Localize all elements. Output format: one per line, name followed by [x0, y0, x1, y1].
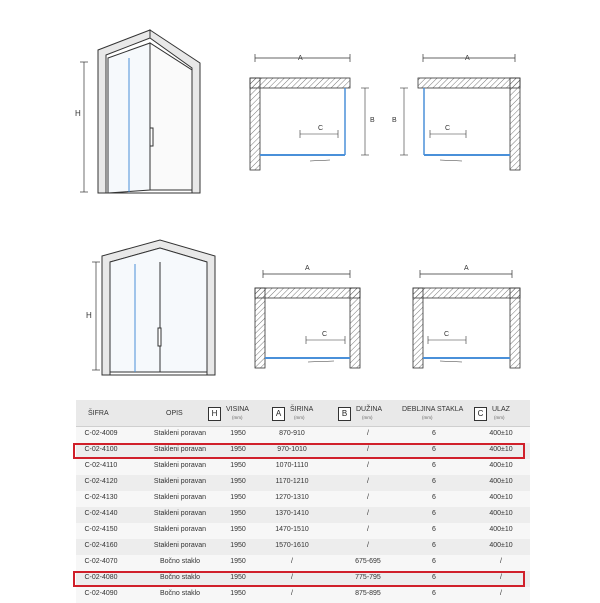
cell-sirina: 970-1010 — [277, 446, 307, 453]
cell-visina: 1950 — [230, 574, 246, 581]
cell-sifra: C-02-4120 — [84, 478, 118, 485]
cell-ulaz: / — [500, 590, 502, 597]
table-row — [76, 539, 530, 555]
unit-ulaz: (mm) — [494, 415, 505, 420]
table-row — [76, 507, 530, 523]
cell-debljina: 6 — [432, 446, 436, 453]
cell-sifra: C-02-4110 — [84, 462, 118, 469]
niche-enclosure-3d — [102, 240, 215, 375]
cell-sirina: / — [291, 574, 293, 581]
row-highlight-frame — [73, 571, 525, 587]
sirina-a-icon: A — [272, 407, 285, 421]
cell-duzina: / — [367, 510, 369, 517]
cell-ulaz: 400±10 — [489, 494, 513, 501]
cell-ulaz: 400±10 — [489, 542, 513, 549]
row-highlight-frame — [73, 443, 525, 459]
dim-a-label: A — [464, 265, 469, 272]
cell-debljina: 6 — [432, 526, 436, 533]
cell-sirina: 1370-1410 — [275, 510, 309, 517]
cell-duzina: 775-795 — [355, 574, 381, 581]
cell-ulaz: 400±10 — [489, 510, 513, 517]
dim-h-label: H — [75, 109, 81, 118]
cell-debljina: 6 — [432, 542, 436, 549]
dim-h-label: H — [86, 311, 92, 320]
unit-sirina: (mm) — [294, 415, 305, 420]
cell-sirina: 1070-1110 — [275, 462, 309, 469]
cell-visina: 1950 — [230, 590, 246, 597]
dim-a-label: A — [298, 55, 303, 62]
cell-opis: Bočno staklo — [159, 558, 201, 565]
cell-visina: 1950 — [230, 494, 246, 501]
cell-visina: 1950 — [230, 462, 246, 469]
table-row — [76, 571, 530, 587]
cell-duzina: / — [367, 542, 369, 549]
cell-duzina: / — [367, 478, 369, 485]
unit-debljina: (mm) — [422, 415, 433, 420]
table-row — [76, 555, 530, 571]
cell-ulaz: 400±10 — [489, 478, 513, 485]
table-row — [76, 587, 530, 603]
cell-sirina: / — [291, 558, 293, 565]
cell-sirina: 1470-1510 — [275, 526, 309, 533]
table-row — [76, 443, 530, 459]
dim-a-label: A — [305, 265, 310, 272]
cell-opis: Bočno staklo — [159, 590, 201, 597]
cell-ulaz: / — [500, 558, 502, 565]
header-duzina: DUŽINA — [356, 406, 383, 413]
cell-ulaz: / — [500, 574, 502, 581]
cell-visina: 1950 — [230, 446, 246, 453]
cell-visina: 1950 — [230, 558, 246, 565]
table-row — [76, 523, 530, 539]
corner-enclosure-3d — [98, 30, 200, 193]
cell-debljina: 6 — [432, 430, 436, 437]
cell-opis: Stakleni poravan — [153, 430, 207, 437]
unit-visina: (mm) — [232, 415, 243, 420]
cell-sirina: / — [291, 590, 293, 597]
table-row — [76, 475, 530, 491]
cell-sirina: 1570-1610 — [275, 542, 309, 549]
cell-visina: 1950 — [230, 526, 246, 533]
table-row — [76, 459, 530, 475]
visina-h-icon: H — [208, 407, 221, 421]
cell-visina: 1950 — [230, 478, 246, 485]
dim-c-label: C — [322, 331, 328, 338]
cell-visina: 1950 — [230, 542, 246, 549]
dim-c-label: C — [445, 125, 451, 132]
cell-ulaz: 400±10 — [489, 462, 513, 469]
cell-duzina: / — [367, 526, 369, 533]
cell-sirina: 870-910 — [279, 430, 305, 437]
cell-visina: 1950 — [230, 510, 246, 517]
plan-niche-right — [413, 270, 520, 368]
cell-debljina: 6 — [432, 494, 436, 501]
cell-sifra: C-02-4130 — [84, 494, 118, 501]
table-header — [76, 400, 530, 427]
cell-opis: Stakleni poravan — [153, 462, 207, 469]
cell-sirina: 1170-1210 — [275, 478, 309, 485]
plan-corner-left — [250, 54, 369, 170]
ulaz-c-icon: C — [474, 407, 487, 421]
cell-opis: Bočno staklo — [159, 574, 201, 581]
cell-opis: Stakleni poravan — [153, 478, 207, 485]
cell-opis: Stakleni poravan — [153, 542, 207, 549]
cell-ulaz: 400±10 — [489, 446, 513, 453]
table-body — [76, 427, 530, 603]
cell-duzina: 875-895 — [355, 590, 381, 597]
header-visina: VISINA — [226, 406, 249, 413]
dim-b-label: B — [370, 117, 375, 124]
cell-opis: Stakleni poravan — [153, 526, 207, 533]
cell-sifra: C-02-4090 — [84, 590, 118, 597]
cell-visina: 1950 — [230, 430, 246, 437]
dim-a-label: A — [465, 55, 470, 62]
cell-duzina: 675-695 — [355, 558, 381, 565]
cell-sifra: C-02-4100 — [84, 446, 118, 453]
dim-b-label: B — [392, 117, 397, 124]
dim-c-label: C — [318, 125, 324, 132]
header-opis: OPIS — [166, 410, 183, 417]
cell-debljina: 6 — [432, 574, 436, 581]
cell-duzina: / — [367, 494, 369, 501]
cell-sifra: C-02-4140 — [84, 510, 118, 517]
height-dimension-bottom — [92, 262, 100, 370]
cell-duzina: / — [367, 446, 369, 453]
dim-c-label: C — [444, 331, 450, 338]
cell-debljina: 6 — [432, 478, 436, 485]
cell-debljina: 6 — [432, 590, 436, 597]
cell-ulaz: 400±10 — [489, 526, 513, 533]
cell-opis: Stakleni poravan — [153, 446, 207, 453]
height-dimension-top — [80, 62, 88, 192]
cell-sifra: C-02-4160 — [84, 542, 118, 549]
cell-sifra: C-02-4080 — [84, 574, 118, 581]
table-row — [76, 427, 530, 443]
header-ulaz: ULAZ — [492, 406, 510, 413]
plan-niche-left — [255, 270, 360, 368]
cell-debljina: 6 — [432, 510, 436, 517]
cell-sifra: C-02-4009 — [84, 430, 118, 437]
unit-duzina: (mm) — [362, 415, 373, 420]
cell-duzina: / — [367, 462, 369, 469]
cell-debljina: 6 — [432, 558, 436, 565]
table-row — [76, 491, 530, 507]
cell-opis: Stakleni poravan — [153, 494, 207, 501]
header-debljina: DEBLJINA STAKLA — [402, 406, 464, 413]
plan-corner-right — [400, 54, 520, 170]
product-table — [76, 400, 530, 603]
cell-sifra: C-02-4150 — [84, 526, 118, 533]
cell-ulaz: 400±10 — [489, 430, 513, 437]
cell-sifra: C-02-4070 — [84, 558, 118, 565]
cell-debljina: 6 — [432, 462, 436, 469]
cell-opis: Stakleni poravan — [153, 510, 207, 517]
header-sifra: ŠIFRA — [88, 410, 109, 417]
cell-sirina: 1270-1310 — [275, 494, 309, 501]
header-sirina: ŠIRINA — [290, 406, 314, 413]
cell-duzina: / — [367, 430, 369, 437]
duzina-b-icon: B — [338, 407, 351, 421]
